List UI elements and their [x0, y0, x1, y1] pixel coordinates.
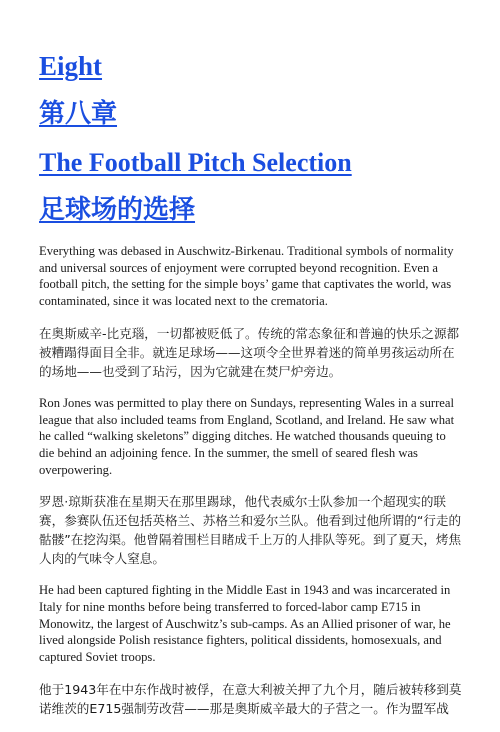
paragraph-zh-2: 罗恩·琼斯获准在星期天在那里踢球，他代表威尔士队参加一个超现实的联赛，参赛队伍还包括英格兰、苏格兰和爱尔兰队。他看到过他所谓的“行走的骷髅”在挖沟渠。他曾隔着围栏目睹成千上万的人排队等死。到了夏天，烤焦人肉的气味令人窒息。 [39, 494, 462, 567]
chapter-number-en-link[interactable]: Eight [39, 51, 103, 81]
paragraph-zh-3: 他于1943年在中东作战时被俘，在意大利被关押了九个月，随后被转移到莫诺维茨的E715强制劳改营——那是奥斯威辛最大的子营之一。作为盟军战 [39, 681, 462, 716]
paragraph-en-2: Ron Jones was permitted to play there on Sundays, representing Wales in a surreal league that also included teams from England, Scotland, and Ireland. He saw what he called “walking skeletons” digging ditches. He watched thousands queuing to die behind an adjoining fence. In the summer, the smell of seared flesh was overpowering. [39, 395, 455, 477]
paragraph-zh-1: 在奥斯威辛-比克瑙，一切都被贬低了。传统的常态象征和普遍的快乐之源都被糟蹋得面目全非。就连足球场——这项令全世界着迷的简单男孩运动所在的场地——也受到了玷污，因为它就建在焚尸炉旁边。 [39, 325, 460, 379]
chapter-title-en-link[interactable]: The Football Pitch Selection [39, 148, 352, 177]
chapter-title-zh-link[interactable]: 足球场的选择 [39, 195, 196, 225]
chapter-page [39, 48, 464, 732]
chapter-number-zh-link[interactable]: 第八章 [39, 99, 118, 129]
paragraph-en-1: Everything was debased in Auschwitz-Birkenau. Traditional symbols of normality and universal sources of enjoyment were corrupted beyond recognition. Even a football pitch, the setting for the simple boys’ game that captivates the world, was contaminated, since it was located next to the crematoria. [39, 244, 454, 309]
paragraph-en-3: He had been captured fighting in the Middle East in 1943 and was incarcerated in Italy for nine months before being transferred to forced-labor camp E715 in Monowitz, the largest of Auschwitz’s sub-camps. As an Allied prisoner of war, he lived alongside Polish resistance fighters, political dissidents, homosexuals, and captured Soviet troops. [39, 583, 451, 665]
